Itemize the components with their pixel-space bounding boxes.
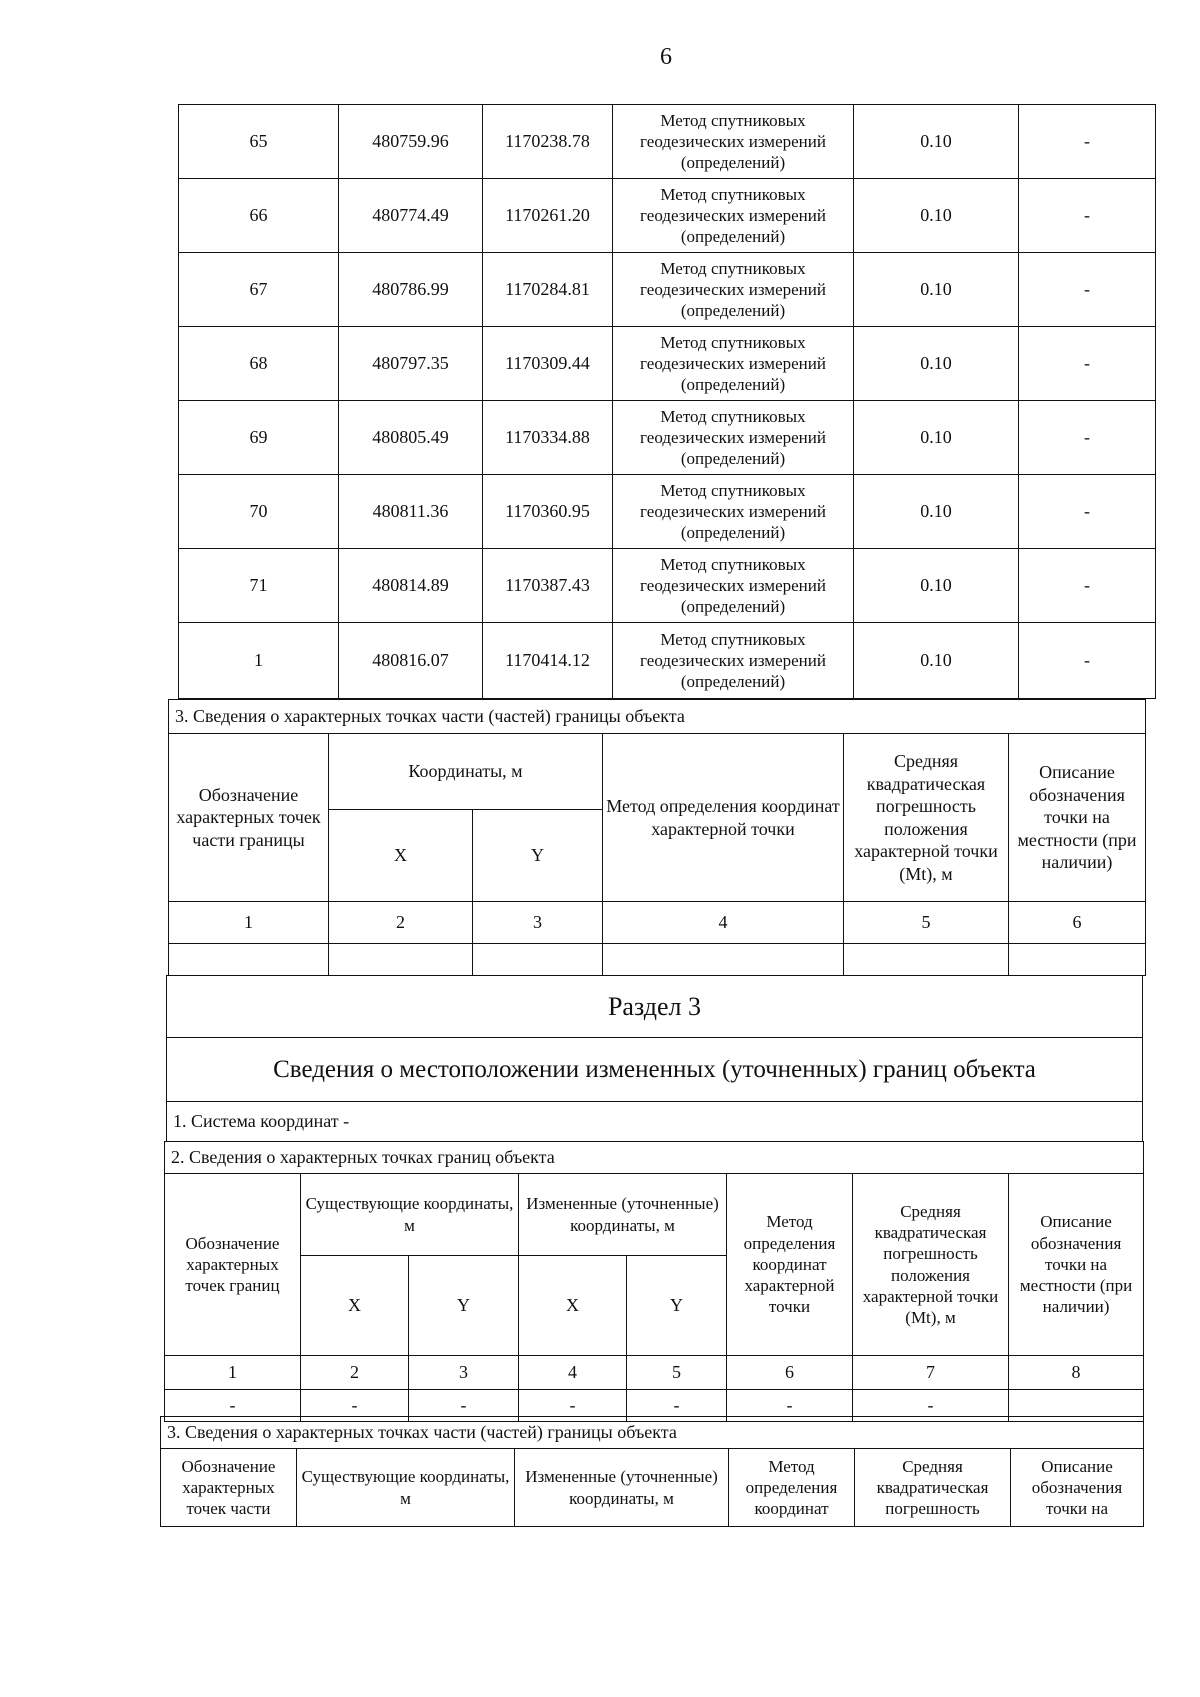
point-desc: -	[1019, 179, 1156, 253]
col-method: Метод определения координат характерной точки	[603, 734, 844, 902]
point-mt: 0.10	[854, 179, 1019, 253]
point-x: 480786.99	[339, 253, 483, 327]
point-x: 480797.35	[339, 327, 483, 401]
changed-part-points-table	[160, 1416, 1144, 1527]
col-number: 1	[169, 902, 329, 944]
col-number: 2	[329, 902, 473, 944]
col-number: 5	[627, 1356, 727, 1390]
col-desc: Описание обозначения точки на местности (при наличии)	[1009, 734, 1146, 902]
point-y: 1170360.95	[483, 475, 613, 549]
table-row	[179, 327, 1156, 401]
empty-cell	[603, 944, 844, 976]
changed-points-title: 2. Сведения о характерных точках границ объекта	[165, 1142, 1144, 1174]
col-x: X	[329, 810, 473, 902]
point-x: 480816.07	[339, 623, 483, 699]
col-changed: Измененные (уточненные) координаты, м	[515, 1449, 729, 1527]
col-coords: Координаты, м	[329, 734, 603, 810]
col-number: 4	[519, 1356, 627, 1390]
data-cell: -	[409, 1390, 519, 1422]
data-cell: -	[301, 1390, 409, 1422]
col-number: 3	[409, 1356, 519, 1390]
table-row	[179, 623, 1156, 699]
point-desc: -	[1019, 475, 1156, 549]
col-number: 4	[603, 902, 844, 944]
point-desc: -	[1019, 401, 1156, 475]
point-y: 1170261.20	[483, 179, 613, 253]
data-cell: -	[727, 1390, 853, 1422]
col-existing: Существующие координаты, м	[297, 1449, 515, 1527]
col-y-existing: Y	[409, 1256, 519, 1356]
data-cell: -	[853, 1390, 1009, 1422]
col-mt: Средняя квадратическая погрешность положения характерной точки (Mt), м	[853, 1174, 1009, 1356]
point-y: 1170309.44	[483, 327, 613, 401]
empty-cell	[1009, 944, 1146, 976]
point-number: 65	[179, 105, 339, 179]
point-method: Метод спутниковых геодезических измерений (определений)	[613, 179, 854, 253]
point-x: 480814.89	[339, 549, 483, 623]
col-x-existing: X	[301, 1256, 409, 1356]
coord-system: 1. Система координат -	[167, 1102, 1143, 1142]
data-cell: -	[519, 1390, 627, 1422]
point-number: 70	[179, 475, 339, 549]
section3-header	[166, 975, 1143, 1142]
point-x: 480811.36	[339, 475, 483, 549]
col-number: 3	[473, 902, 603, 944]
point-method: Метод спутниковых геодезических измерений (определений)	[613, 475, 854, 549]
point-number: 69	[179, 401, 339, 475]
point-method: Метод спутниковых геодезических измерений (определений)	[613, 623, 854, 699]
point-desc: -	[1019, 253, 1156, 327]
col-number: 8	[1009, 1356, 1144, 1390]
point-desc: -	[1019, 623, 1156, 699]
col-changed: Измененные (уточненные) координаты, м	[519, 1174, 727, 1256]
table-row	[179, 475, 1156, 549]
section3-heading: Раздел 3	[167, 976, 1143, 1038]
point-mt: 0.10	[854, 105, 1019, 179]
data-cell: -	[165, 1390, 301, 1422]
point-mt: 0.10	[854, 623, 1019, 699]
col-y: Y	[473, 810, 603, 902]
point-y: 1170414.12	[483, 623, 613, 699]
point-number: 66	[179, 179, 339, 253]
col-number: 5	[844, 902, 1009, 944]
part-points-title: 3. Сведения о характерных точках части (частей) границы объекта	[169, 700, 1146, 734]
col-number: 2	[301, 1356, 409, 1390]
col-number: 6	[727, 1356, 853, 1390]
table-row	[179, 179, 1156, 253]
col-number: 6	[1009, 902, 1146, 944]
part-points-table	[168, 699, 1146, 976]
point-x: 480774.49	[339, 179, 483, 253]
point-method: Метод спутниковых геодезических измерений (определений)	[613, 105, 854, 179]
col-number: 7	[853, 1356, 1009, 1390]
table-row	[179, 105, 1156, 179]
changed-points-table	[164, 1141, 1144, 1422]
col-mt: Средняя квадратическая погрешность положения характерной точки (Mt), м	[844, 734, 1009, 902]
empty-cell	[473, 944, 603, 976]
point-y: 1170284.81	[483, 253, 613, 327]
point-method: Метод спутниковых геодезических измерений (определений)	[613, 253, 854, 327]
point-mt: 0.10	[854, 475, 1019, 549]
col-desc: Описание обозначения точки на	[1011, 1449, 1144, 1527]
col-designation: Обозначение характерных точек части границы	[169, 734, 329, 902]
empty-cell	[844, 944, 1009, 976]
point-number: 67	[179, 253, 339, 327]
changed-part-points-title: 3. Сведения о характерных точках части (частей) границы объекта	[161, 1417, 1144, 1449]
col-method: Метод определения координат	[729, 1449, 855, 1527]
point-method: Метод спутниковых геодезических измерений (определений)	[613, 401, 854, 475]
table-row	[179, 253, 1156, 327]
table-row	[179, 549, 1156, 623]
col-x-changed: X	[519, 1256, 627, 1356]
point-method: Метод спутниковых геодезических измерений (определений)	[613, 327, 854, 401]
point-mt: 0.10	[854, 549, 1019, 623]
point-desc: -	[1019, 105, 1156, 179]
point-number: 1	[179, 623, 339, 699]
col-y-changed: Y	[627, 1256, 727, 1356]
point-number: 71	[179, 549, 339, 623]
point-method: Метод спутниковых геодезических измерений (определений)	[613, 549, 854, 623]
point-x: 480759.96	[339, 105, 483, 179]
point-y: 1170238.78	[483, 105, 613, 179]
point-number: 68	[179, 327, 339, 401]
col-mt: Средняя квадратическая погрешность	[855, 1449, 1011, 1527]
point-mt: 0.10	[854, 327, 1019, 401]
section3-subheading: Сведения о местоположении измененных (уточненных) границ объекта	[167, 1038, 1143, 1102]
col-designation: Обозначение характерных точек части	[161, 1449, 297, 1527]
col-designation: Обозначение характерных точек границ	[165, 1174, 301, 1356]
point-mt: 0.10	[854, 401, 1019, 475]
col-existing: Существующие координаты, м	[301, 1174, 519, 1256]
col-desc: Описание обозначения точки на местности (при наличии)	[1009, 1174, 1144, 1356]
table-row	[179, 401, 1156, 475]
empty-cell	[329, 944, 473, 976]
col-number: 1	[165, 1356, 301, 1390]
point-x: 480805.49	[339, 401, 483, 475]
empty-cell	[169, 944, 329, 976]
page-number: 6	[660, 44, 672, 70]
point-mt: 0.10	[854, 253, 1019, 327]
point-y: 1170334.88	[483, 401, 613, 475]
col-method: Метод определения координат характерной точки	[727, 1174, 853, 1356]
points-table	[178, 104, 1156, 699]
point-y: 1170387.43	[483, 549, 613, 623]
point-desc: -	[1019, 327, 1156, 401]
data-cell: -	[627, 1390, 727, 1422]
point-desc: -	[1019, 549, 1156, 623]
